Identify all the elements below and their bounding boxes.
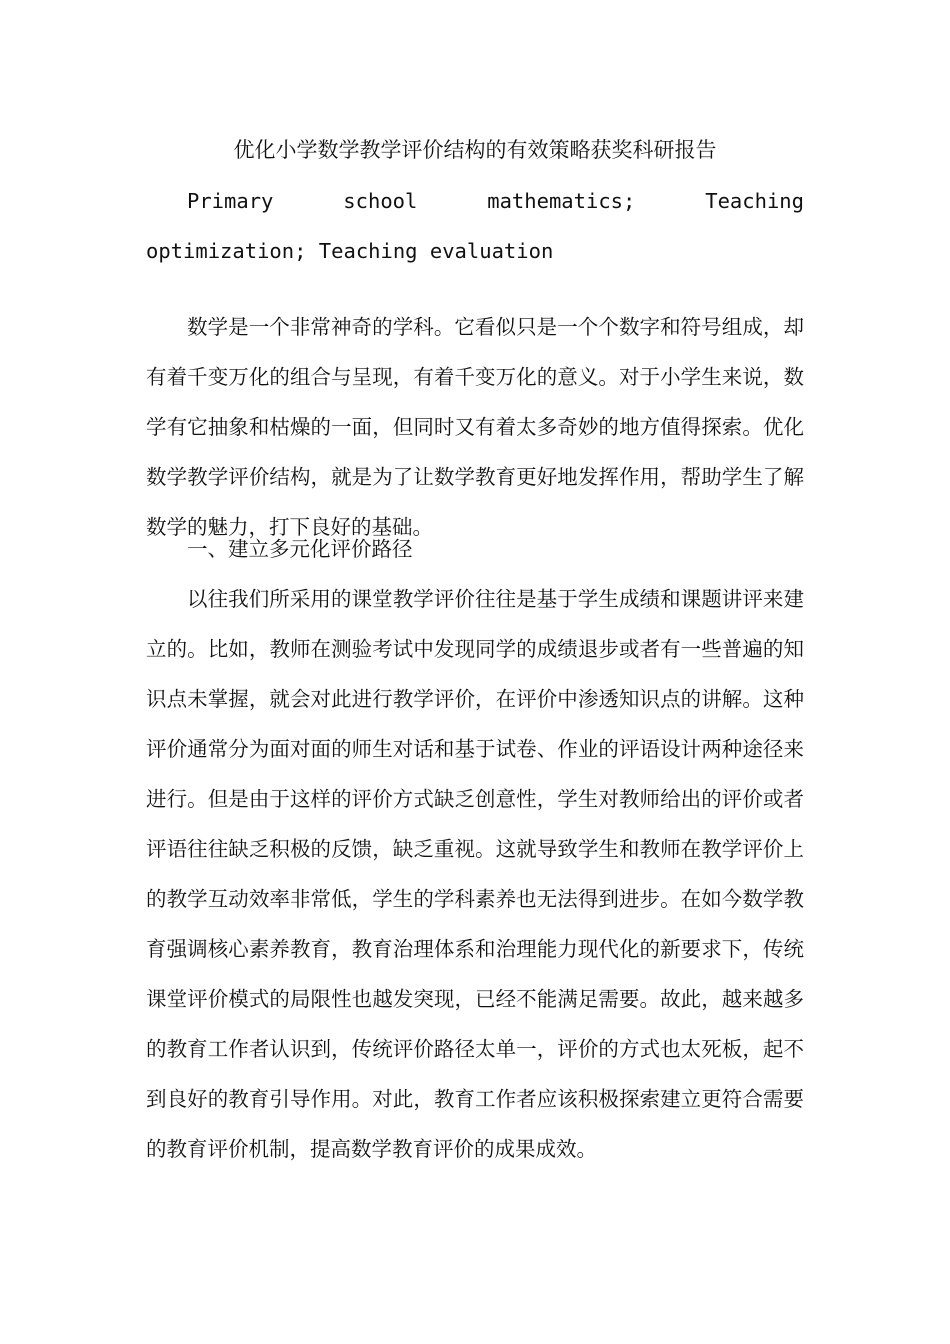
intro-paragraph: 数学是一个非常神奇的学科。它看似只是一个个数字和符号组成，却有着千变万化的组合与呈现，有着千变万化的意义。对于小学生来说，数学有它抽象和枯燥的一面，但同时又有着太多奇妙的地方值得探索。优化数学教学评价结构，就是为了让数学教育更好地发挥作用，帮助学生了解数学的魅力，打下良好的基础。 (146, 315, 804, 539)
keywords-line: Primary school mathematics; Teaching optimization; Teaching evaluation (146, 189, 804, 263)
page-title: 优化小学数学教学评价结构的有效策略获奖科研报告 (233, 138, 717, 162)
section-heading: 一、建立多元化评价路径 (187, 537, 413, 561)
section-paragraph: 以往我们所采用的课堂教学评价往往是基于学生成绩和课题讲评来建立的。比如，教师在测验考试中发现同学的成绩退步或者有一些普遍的知识点未掌握，就会对此进行教学评价，在评价中渗透知识点的讲解。这种评价通常分为面对面的师生对话和基于试卷、作业的评语设计两种途径来进行。但是由于这样的评价方式缺乏创意性，学生对教师给出的评价或者评语往往缺乏积极的反馈，缺乏重视。这就导致学生和教师在教学评价上的教学互动效率非常低，学生的学科素养也无法得到进步。在如今数学教育强调核心素养教育，教育治理体系和治理能力现代化的新要求下，传统课堂评价模式的局限性也越发突现，已经不能满足需要。故此，越来越多的教育工作者认识到，传统评价路径太单一，评价的方式也太死板，起不到良好的教育引导作用。对此，教育工作者应该积极探索建立更符合需要的教育评价机制，提高数学教育评价的成果成效。 (146, 587, 804, 1161)
